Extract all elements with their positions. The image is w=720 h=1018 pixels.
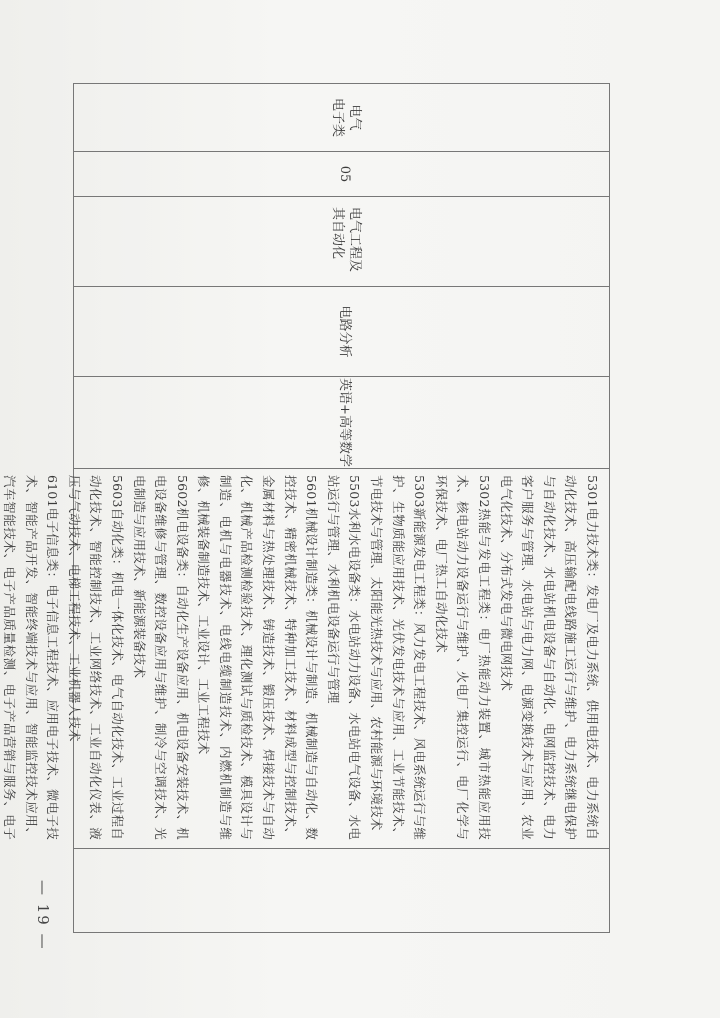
major-group-5603: 5603自动化类：机电一体化技术、电气自动化技术、工业过程自动化技术、智能控制技术、工业网络技术、工业自动化仪表、液压与气动技术、电梯工程技术、工业机器人技术 (66, 475, 125, 840)
majors-text (1, 475, 603, 840)
page-number: — 19 — (34, 880, 52, 951)
major-group-5301: 5301电力技术类：发电厂及电力系统、供用电技术、电力系统自动化技术、高压输配电线路施工运行与维护、电力系统继电保护与自动化技术、水电站机电设备与自动化、电网监控技术、电力客户服务与管理、水电站与电力网、电源变换技术与应用、农业电气化技术、分布式发电与微电网技术 (498, 475, 600, 840)
code-cell: 05 (337, 165, 352, 183)
majors-column (1, 468, 609, 848)
major-group-5302: 5302热能与发电工程类：电厂热能动力装置、城市热能应用技术、核电站动力设备运行与维护、火电厂集控运行、电厂化学与环保技术、电厂热工自动化技术 (433, 475, 493, 840)
culture-basic-cell: 英语+高等数学 (337, 378, 352, 467)
category-cell: 电气 电子类 (330, 97, 362, 137)
name-cell: 电气工程及其自动化 (330, 207, 362, 273)
next-row-empty (74, 848, 609, 933)
major-group-5503: 5503水利水电设备类：水电站动力设备、水电站电气设备、水电站运行与管理、水利机电设备运行与管理 (325, 475, 363, 840)
code-column (74, 151, 609, 196)
name-column (74, 196, 609, 286)
major-group-5602: 5602机电设备类：自动化生产设备应用、机电设备安装技术、机电设备维修与管理、数控设备应用与维护、制冷与空调技术、光电制造与应用技术、新能源装备技术 (131, 475, 190, 840)
professional-basic-cell: 电路分析 (337, 305, 352, 358)
professional-basic-column (74, 286, 609, 376)
major-group-6101: 6101电子信息类：电子信息工程技术、应用电子技术、微电子技术、智能产品开发、智能终端技术与应用、智能监控技术应用、汽车智能技术、电子产品质量检测、电子产品营销与服务、电子 (1, 475, 61, 840)
major-group-5601: 5601机械设计制造类：机械设计与制造、机械制造与自动化、数控技术、精密机械技术、特种加工技术、材料成型与控制技术、金属材料与热处理技术、铸造技术、锻压技术、焊接技术与自动化、机械产品检测检验技术、理化测试与质检技术、模具设计与制造、电机与电器技术、电线电缆制造技术、内燃机制造与维修、机械装备制造技术、工业设计、工业工程技术 (196, 475, 320, 840)
category-column (74, 83, 609, 151)
major-group-5303: 5303新能源发电工程类：风力发电工程技术、风电系统运行与维护、生物质能应用技术、光伏发电技术与应用、工业节能技术、节电技术与管理、太阳能光热技术与应用、农村能源与环境技术 (369, 475, 428, 840)
culture-basic-column (74, 376, 609, 468)
